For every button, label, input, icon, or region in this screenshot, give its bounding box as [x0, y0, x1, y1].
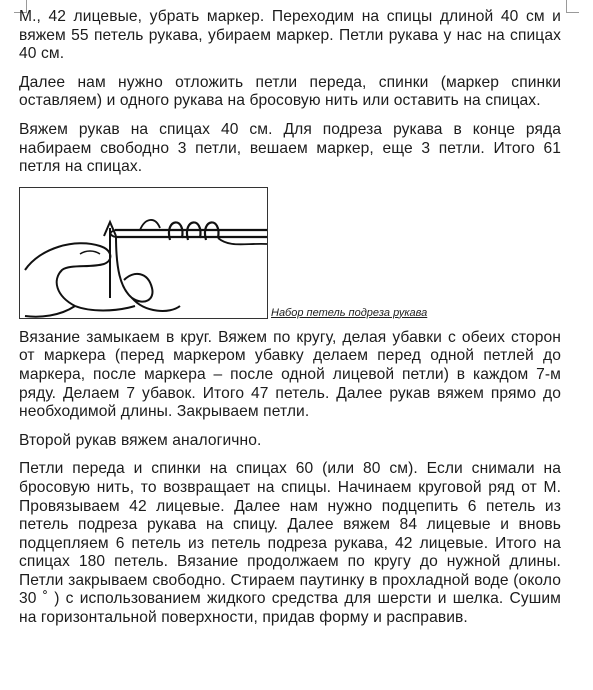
paragraph-3: Вяжем рукав на спицах 40 см. Для подреза рукава в конце ряда набираем свободно 3 петли, вешаем маркер, еще 3 петли. Итого 61 петля на спицах.: [19, 120, 561, 176]
paragraph-2: Далее нам нужно отложить петли переда, спинки (маркер спинки оставляем) и одного рукава на бросовую нить или оставить на спицах.: [19, 73, 561, 110]
page-corner-mark-right: [566, 0, 579, 13]
paragraph-6: Петли переда и спинки на спицах 60 (или 80 см). Если снимали на бросовую нить, то возвращает на спицы. Начинаем круговой ряд от М. Провязываем 42 лицевые. Далее нам нужно подцепить 6 петель из петель подреза рукава на спицу. Далее вяжем 84 лицевые и вновь подцепляем 6 петель из петель подреза рукава, 42 лицевые. Итого на спицах 180 петель. Вязание продолжаем по кругу до нужной длины. Петли закрываем свободно. Стираем паутинку в прохладной воде (около 30 ˚ ) с использованием жидкого средства для шерсти и шелка. Сушим на горизонтальной поверхности, придав форму и расправив.: [19, 460, 561, 627]
figure-image-frame: [19, 187, 268, 319]
document-page: [19, 8, 561, 638]
hand-casting-on-stitches-illustration: [20, 188, 267, 318]
paragraph-4: Вязание замыкаем в круг. Вяжем по кругу, делая убавки с обеих сторон от маркера (перед маркером убавку делаем перед одной петлей до маркера, после маркера – после одной лицевой петли) в каждом 7-м ряду. Делаем 7 убавок. Итого 47 петель. Далее рукав вяжем прямо до необходимой длины. Закрываем петли.: [19, 328, 561, 421]
paragraph-5: Второй рукав вяжем аналогично.: [19, 431, 262, 449]
figure-caption: Набор петель подреза рукава: [271, 306, 428, 319]
figure: [19, 187, 561, 319]
paragraph-1: М., 42 лицевые, убрать маркер. Переходим на спицы длиной 40 см и вяжем 55 петель рукава, убираем маркер. Петли рукава у нас на спицах 40 см.: [19, 8, 561, 63]
